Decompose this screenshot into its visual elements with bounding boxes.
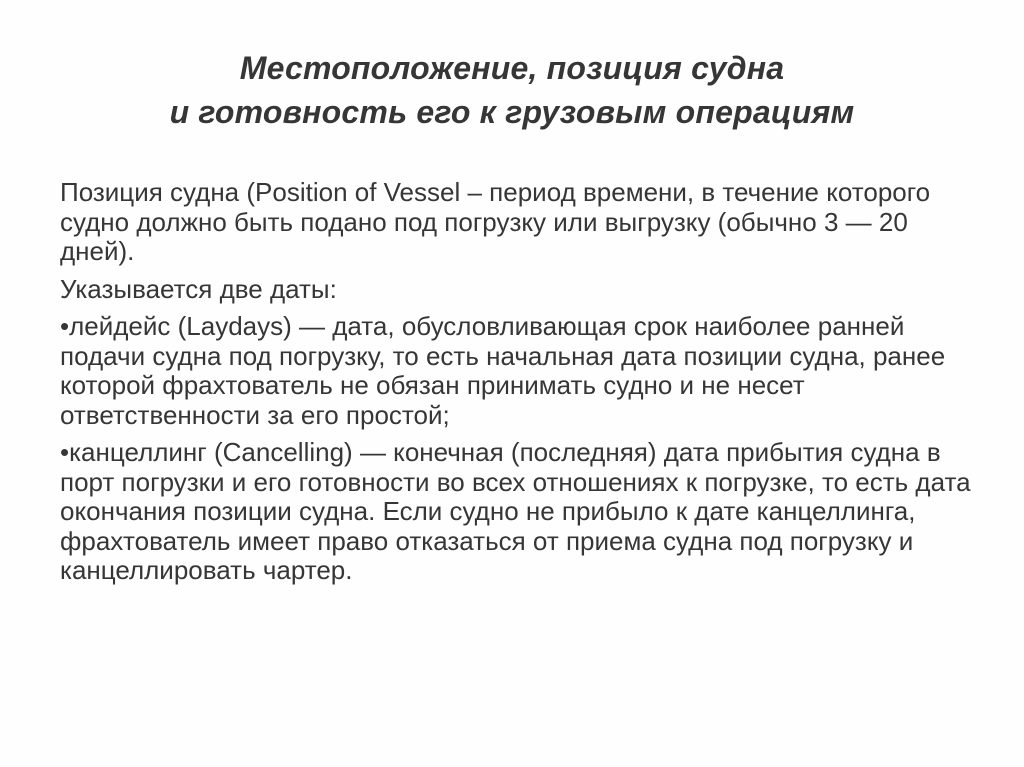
laydays-bullet: •лейдейс (Laydays) — дата, обусловливающая срок наиболее ранней подачи судна под погрузку, то есть начальная дата позиции судна, ранее которой фрахтователь не обязан принимать судно и не несет ответственности за его простой; bbox=[60, 311, 946, 430]
dates-intro-paragraph: Указывается две даты: bbox=[60, 273, 337, 304]
slide-title-line-1: Местоположение, позиция судна bbox=[239, 50, 785, 86]
slide-title bbox=[40, 46, 984, 134]
slide-title-line-2: и готовность его к грузовым операциям bbox=[169, 94, 855, 130]
cancelling-bullet: •канцеллинг (Cancelling) — конечная (последняя) дата прибытия судна в порт погрузки и его готовности во всех отношениях к погрузке, то есть дата окончания позиции судна. Если судно не прибыло к дате канцеллинга, фрахтователь имеет право отказаться от приема судна под погрузку и канцеллировать чартер. bbox=[60, 437, 971, 585]
position-definition-paragraph: Позиция судна (Position of Vessel – период времени, в течение которого судно должно быть подано под погрузку или выгрузку (обычно 3 — 20 дней). bbox=[60, 177, 931, 266]
slide-body bbox=[60, 178, 975, 586]
